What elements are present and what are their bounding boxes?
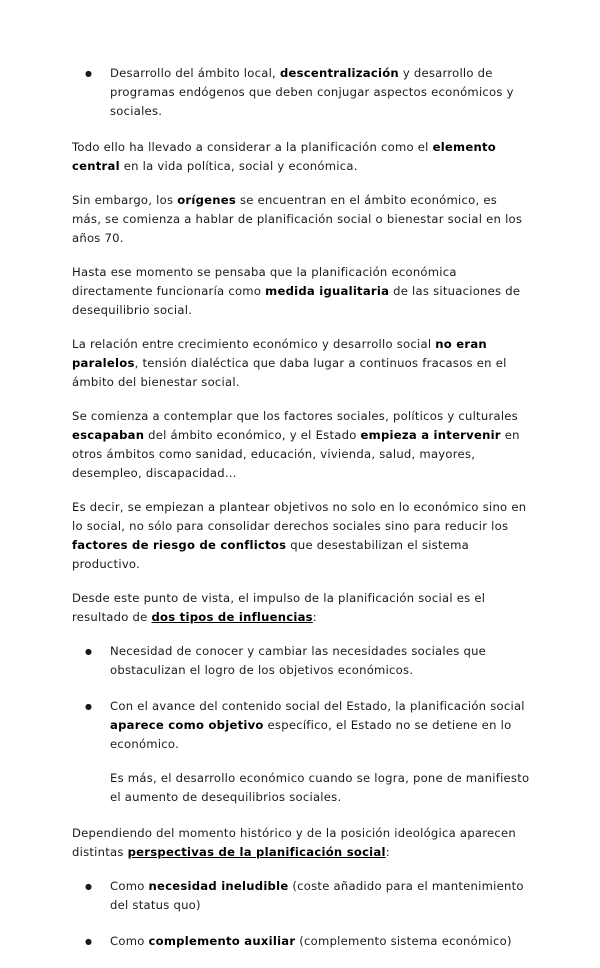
- paragraph-medida-igualitaria: [72, 263, 530, 320]
- text: Se comienza a contemplar que los factores sociales, políticos y culturales: [72, 409, 518, 423]
- bold-term: complemento auxiliar: [148, 934, 296, 948]
- text: :: [312, 610, 317, 624]
- text: Como: [110, 934, 149, 948]
- bold-term: medida igualitaria: [265, 284, 390, 298]
- text: , tensión dialéctica que daba lugar a continuos fracasos en el ámbito del bienestar social.: [72, 356, 507, 389]
- text: de las situaciones de desequilibrio social.: [72, 284, 521, 317]
- text: (complemento sistema económico): [295, 934, 512, 948]
- text: Dependiendo del momento histórico y de la posición ideológica aparecen distintas: [72, 826, 516, 859]
- text: Hasta ese momento se pensaba que la planificación económica directamente funcionaría como: [72, 265, 457, 298]
- text: Necesidad de conocer y cambiar las necesidades sociales que obstaculizan el logro de los objetivos económicos.: [110, 644, 487, 677]
- bullet-list-perspectivas: [72, 877, 530, 951]
- text: específico, el Estado no se detiene en lo económico.: [110, 718, 512, 751]
- text: que desestabilizan el sistema productivo.: [72, 538, 470, 571]
- paragraph-elemento-central: [72, 138, 530, 176]
- bold-term: descentralización: [279, 66, 399, 80]
- bullet-list-intro: [72, 64, 530, 121]
- bold-term: no eran paralelos: [72, 337, 487, 370]
- bold-term: necesidad ineludible: [148, 879, 289, 893]
- text: Es más, el desarrollo económico cuando se logra, pone de manifiesto el aumento de desequilibrios sociales.: [110, 771, 530, 804]
- paragraph-factores-riesgo: [72, 498, 530, 574]
- bullet-necesidad-conocer: [72, 642, 530, 680]
- bullet-complemento-auxiliar: [72, 932, 530, 951]
- text: y desarrollo de programas endógenos que deben conjugar aspectos económicos y sociales.: [110, 66, 514, 118]
- bold-underlined-term: perspectivas de la planificación social: [127, 845, 386, 859]
- bullet-continuation: [72, 769, 530, 807]
- text: del ámbito económico, y el Estado: [144, 428, 361, 442]
- text: :: [385, 845, 390, 859]
- paragraph-escapaban: [72, 407, 530, 483]
- text: Es decir, se empiezan a plantear objetivos no solo en lo económico sino en lo social, no sólo para consolidar derechos sociales sino para reducir los: [72, 500, 527, 533]
- bullet-list-influencias: [72, 642, 530, 807]
- text: Sin embargo, los: [72, 193, 178, 207]
- bold-term: factores de riesgo de conflictos: [72, 538, 287, 552]
- document-page: [72, 64, 530, 968]
- bold-term: orígenes: [177, 193, 237, 207]
- bold-term: empieza a intervenir: [360, 428, 501, 442]
- text: Todo ello ha llevado a considerar a la planificación como el: [72, 140, 433, 154]
- bullet-avance-contenido: [72, 697, 530, 754]
- text: La relación entre crecimiento económico y desarrollo social: [72, 337, 436, 351]
- text: Desde este punto de vista, el impulso de la planificación social es el resultado de: [72, 591, 486, 624]
- text: Desarrollo del ámbito local,: [110, 66, 280, 80]
- bold-term: escapaban: [72, 428, 145, 442]
- text: Con el avance del contenido social del Estado, la planificación social: [110, 699, 525, 713]
- text: se encuentran en el ámbito económico, es más, se comienza a hablar de planificación social o bienestar social en los años 70.: [72, 193, 523, 245]
- bullet-necesidad-ineludible: [72, 877, 530, 915]
- paragraph-dos-tipos: [72, 589, 530, 627]
- bold-underlined-term: dos tipos de influencias: [151, 610, 313, 624]
- text: Como: [110, 879, 149, 893]
- text: en otros ámbitos como sanidad, educación, vivienda, salud, mayores, desempleo, discapacidad…: [72, 428, 520, 480]
- bold-term: elemento central: [72, 140, 496, 173]
- bullet-desarrollo-local: [72, 64, 530, 121]
- text: (coste añadido para el mantenimiento del status quo): [110, 879, 524, 912]
- bold-term: aparece como objetivo: [110, 718, 264, 732]
- paragraph-origenes: [72, 191, 530, 248]
- paragraph-no-paralelos: [72, 335, 530, 392]
- text: en la vida política, social y económica.: [119, 159, 358, 173]
- paragraph-perspectivas: [72, 824, 530, 862]
